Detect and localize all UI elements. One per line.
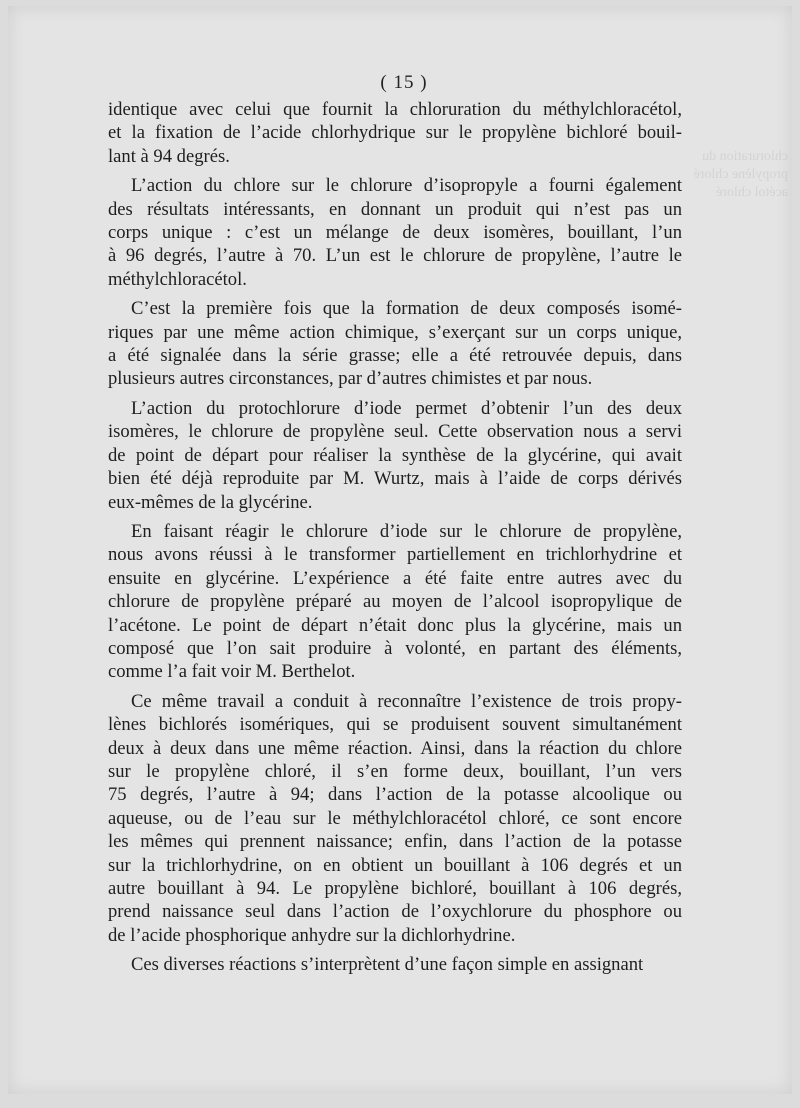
text-line: aqueuse, ou de l’eau sur le méthylchloracétol chloré, ce sont encore — [108, 807, 682, 829]
text-line: L’action du chlore sur le chlorure d’isopropyle a fourni également — [131, 175, 682, 197]
paragraph-6 — [108, 690, 682, 947]
text-line: eux-mêmes de la glycérine. — [108, 491, 313, 513]
paragraph-4 — [108, 397, 682, 514]
page-number: ( 15 ) — [380, 72, 428, 93]
document-page — [8, 6, 792, 1094]
text-line: Ces diverses réactions s’interprètent d’une façon simple en assignant — [131, 954, 644, 976]
text-line: de point de départ pour réaliser la synthèse de la glycérine, qui avait — [108, 444, 682, 466]
text-line: prend naissance seul dans l’action de l’oxychlorure du phosphore ou — [108, 901, 682, 923]
text-line: sur la trichlorhydrine, on en obtient un bouillant à 106 degrés et un — [108, 854, 682, 876]
text-line: lènes bichlorés isomériques, qui se produisent souvent simultanément — [108, 714, 682, 736]
text-line: chlorure de propylène préparé au moyen de l’alcool isopropylique de — [108, 591, 682, 613]
text-line: corps unique : c’est un mélange de deux isomères, bouillant, l’un — [108, 222, 682, 244]
text-line: l’acétone. Le point de départ n’était donc plus la glycérine, mais un — [108, 614, 682, 636]
text-line: sur le propylène chloré, il s’en forme deux, bouillant, l’un vers — [108, 760, 682, 782]
text-line: nous avons réussi à le transformer partiellement en trichlorhydrine et — [108, 544, 682, 566]
text-line: isomères, le chlorure de propylène seul. Cette observation nous a servi — [108, 421, 682, 443]
text-line: et la fixation de l’acide chlorhydrique sur le propylène bichloré bouil- — [108, 122, 682, 144]
body-text — [108, 98, 682, 977]
text-line: identique avec celui que fournit la chloruration du méthylchloracétol, — [108, 99, 682, 120]
text-line: méthylchloracétol. — [108, 268, 247, 290]
paragraph-1 — [108, 98, 682, 168]
text-line: lant à 94 degrés. — [108, 145, 230, 167]
text-line: ensuite en glycérine. L’expérience a été faite entre autres avec du — [108, 567, 682, 589]
text-line: plusieurs autres circonstances, par d’autres chimistes et par nous. — [108, 368, 593, 390]
text-line: bien été déjà reproduite par M. Wurtz, mais à l’aide de corps dérivés — [108, 468, 682, 490]
paragraph-5 — [108, 520, 682, 684]
text-line: les mêmes qui prennent naissance; enfin, dans l’action de la potasse — [108, 831, 682, 853]
text-line: riques par une même action chimique, s’exerçant sur un corps unique, — [108, 321, 682, 343]
text-line: autre bouillant à 94. Le propylène bichloré, bouillant à 106 degrés, — [108, 878, 682, 899]
text-line: composé que l’on sait produire à volonté, en partant des éléments, — [108, 637, 682, 659]
paragraph-7 — [108, 953, 682, 976]
text-line: deux à deux dans une même réaction. Ainsi, dans la réaction du chlore — [108, 737, 682, 759]
text-line: Ce même travail a conduit à reconnaître l’existence de trois propy- — [131, 690, 682, 712]
text-line: à 96 degrés, l’autre à 70. L’un est le chlorure de propylène, l’autre le — [108, 245, 682, 267]
text-line: des résultats intéressants, en donnant un produit qui n’est pas un — [108, 198, 682, 220]
text-line: L’action du protochlorure d’iode permet d’obtenir l’un des deux — [131, 397, 682, 419]
text-line: a été signalée dans la série grasse; elle a été retrouvée depuis, dans — [108, 345, 682, 367]
text-line: comme l’a fait voir M. Berthelot. — [108, 661, 356, 683]
text-line: de l’acide phosphorique anhydre sur la dichlorhydrine. — [108, 924, 516, 946]
show-through-texture: chloruration du propylène chloré acétol chloré — [693, 149, 788, 200]
text-line: 75 degrés, l’autre à 94; dans l’action de la potasse alcoolique ou — [108, 784, 682, 806]
text-line: En faisant réagir le chlorure d’iode sur le chlorure de propylène, — [131, 520, 682, 542]
paragraph-2 — [108, 174, 682, 291]
text-line: C’est la première fois que la formation de deux composés isomé- — [131, 298, 682, 320]
paragraph-3 — [108, 297, 682, 391]
